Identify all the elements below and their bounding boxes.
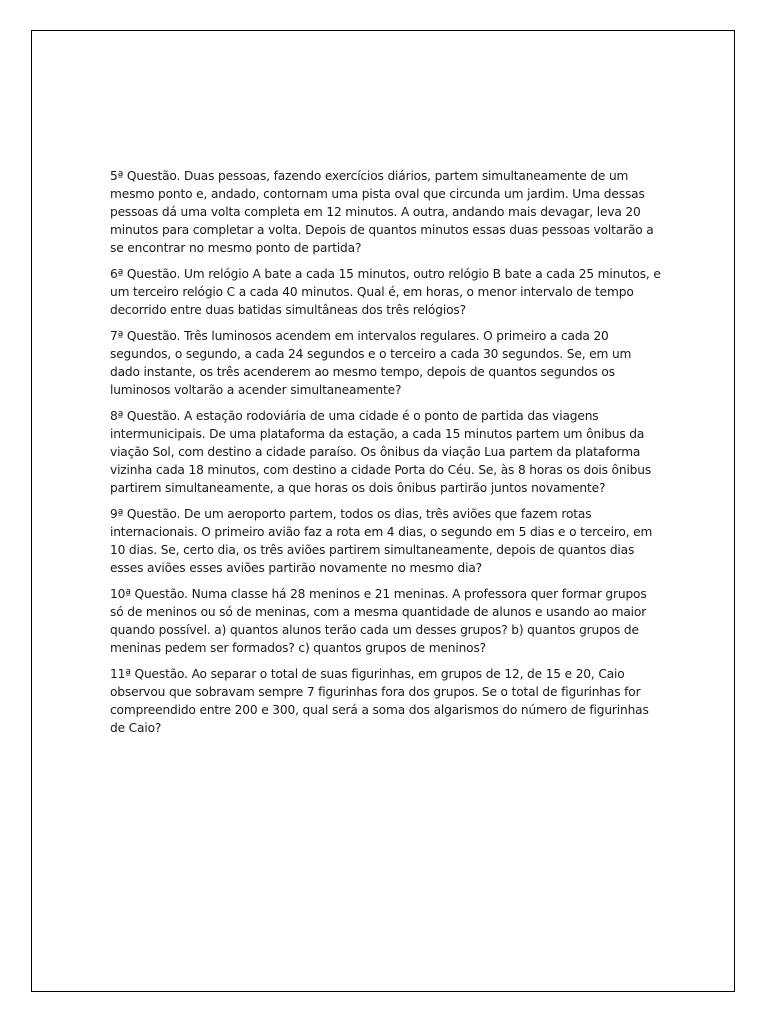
question-5: 5ª Questão. Duas pessoas, fazendo exercícios diários, partem simultaneamente de um mesmo ponto e, andado, contornam uma pista oval que circunda um jardim. Uma dessas pessoas dá uma volta completa em 12 minutos. A outra, andando mais devagar, leva 20 minutos para completar a volta. Depois de quantos minutos essas duas pessoas voltarão a se encontrar no mesmo ponto de partida? xyxy=(110,169,654,255)
question-8: 8ª Questão. A estação rodoviária de uma cidade é o ponto de partida das viagens intermunicipais. De uma plataforma da estação, a cada 15 minutos partem um ônibus da viação Sol, com destino a cidade paraíso. Os ônibus da viação Lua partem da plataforma vizinha cada 18 minutos, com destino a cidade Porta do Céu. Se, às 8 horas os dois ônibus partirem simultaneamente, a que horas os dois ônibus partirão juntos novamente? xyxy=(110,409,652,495)
question-10: 10ª Questão. Numa classe há 28 meninos e 21 meninas. A professora quer formar grupos só de meninos ou só de meninas, com a mesma quantidade de alunos e usando ao maior quando possível. a) quantos alunos terão cada um desses grupos? b) quantos grupos de meninas pedem ser formados? c) quantos grupos de meninos? xyxy=(110,587,647,655)
question-7: 7ª Questão. Três luminosos acendem em intervalos regulares. O primeiro a cada 20 segundos, o segundo, a cada 24 segundos e o terceiro a cada 30 segundos. Se, em um dado instante, os três acenderem ao mesmo tempo, depois de quantos segundos os luminosos voltarão a acender simultaneamente? xyxy=(110,329,632,397)
document-content xyxy=(110,167,662,745)
question-9: 9ª Questão. De um aeroporto partem, todos os dias, três aviões que fazem rotas internacionais. O primeiro avião faz a rota em 4 dias, o segundo em 5 dias e o terceiro, em 10 dias. Se, certo dia, os três aviões partirem simultaneamente, depois de quantos dias esses aviões esses aviões partirão novamente no mesmo dia? xyxy=(110,507,653,575)
question-11: 11ª Questão. Ao separar o total de suas figurinhas, em grupos de 12, de 15 e 20, Caio observou que sobravam sempre 7 figurinhas fora dos grupos. Se o total de figurinhas for compreendido entre 200 e 300, qual será a soma dos algarismos do número de figurinhas de Caio? xyxy=(110,667,649,735)
question-6: 6ª Questão. Um relógio A bate a cada 15 minutos, outro relógio B bate a cada 25 minutos, e um terceiro relógio C a cada 40 minutos. Qual é, em horas, o menor intervalo de tempo decorrido entre duas batidas simultâneas dos três relógios? xyxy=(110,267,661,317)
